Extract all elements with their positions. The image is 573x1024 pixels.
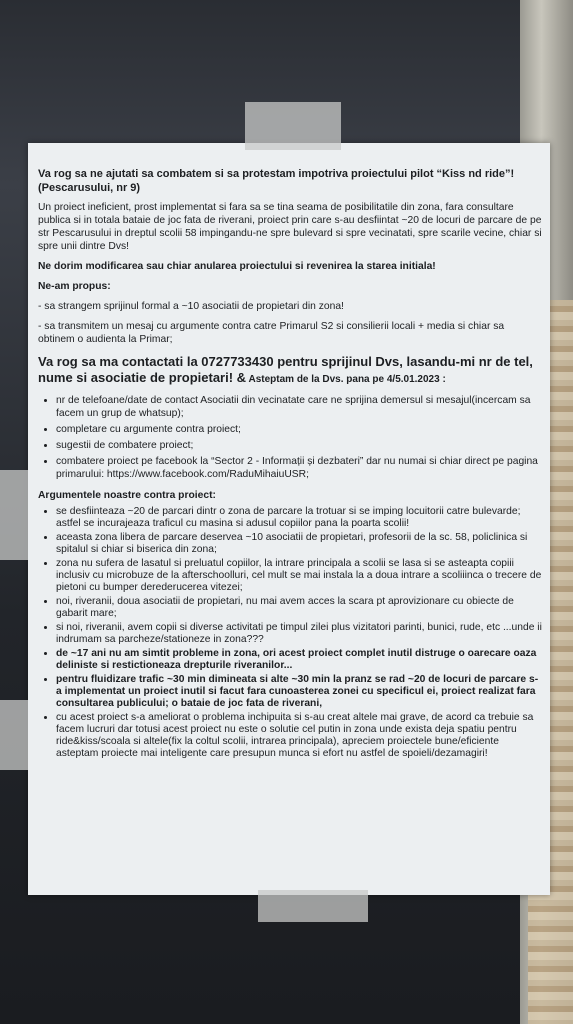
list-item: • se desfiinteaza ~20 de parcari dintr o zona de parcare la trotuar si se imping locuitorii catre bulevarde; astfel se incurajeaza traficul cu masina si adusul copiilor pana la poarta scolii! [56,506,543,530]
list-item: • noi, riveranii, doua asociatii de propietari, nu mai avem acces la scara pt aprovizionare cu obiecte de gabarit mare; [56,596,543,620]
contact-request [38,354,543,388]
notice-content [38,167,543,768]
requests-list [38,394,543,481]
list-item: • cu acest proiect s-a ameliorat o problema inchipuita si s-au creat altele mai grave, de acord ca trebuie sa facem lucruri dar totusi acest proiect nu este o solutie cel putin in zona unde exista deja spatiu pentru ride&kiss/scoala si altele(fix la coltul scolii, intrarea principala), apreciem proiectele bune/eficiente asteptam proiecte mai inteligente care presupun munca si efort nu astfel de spoieli/dezamagiri! [56,712,543,760]
printed-notice [28,143,550,895]
list-item: • combatere proiect pe facebook la “Sector 2 - Informații și dezbateri” dar nu numai si chiar direct pe pagina primarului: https://www.facebook.com/RaduMihaiuUSR; [56,455,543,481]
notice-intro: Un proiect ineficient, prost implementat si fara sa se tina seama de posibilitatile din zona, fara consultare publica si in totala bataie de joc fata de riverani, proiect prin care s-au desfiintat ~20 de locuri de parcare de pe str Pescarusului in dreptul scolii 58 impingandu-ne spre bulevard si spre vecinatati, spre scarile vecine, chiar si spre unii dintre Dvs! [38,202,542,252]
arguments-list [38,506,543,760]
list-item: • zona nu sufera de lasatul si preluatul copiilor, la intrare principala a scolii se lasa si se asteapta copiii inclusiv cu microbuze de la afterschoolluri, cel mult se mai instala la a doua intrare a scoliiinca o trecere de pietoni cu bumper derederucerea vitezei; [56,558,543,594]
proposal-heading: Ne-am propus: [38,281,111,292]
list-item: • completare cu argumente contra proiect; [56,423,543,436]
tape-strip [0,470,28,560]
proposal-item: - sa strangem sprijinul formal a ~10 asociatii de propietari din zona! [38,301,344,312]
contact-deadline: Asteptam de la Dvs. pana pe 4/5.01.2023 : [246,374,446,385]
list-item: • pentru fluidizare trafic ~30 min dimineata si alte ~30 min la pranz se rad ~20 de locuri de parcare s-a implementat un proiect inutil si facut fara cunoasterea zonei cu specificul ei, proiect realizat fara consultarea publicului; o bataie de joc fata de riverani, [56,674,543,710]
list-item: • nr de telefoane/date de contact Asociatii din vecinatate care ne sprijina demersul si mesajul(incercam sa facem un grup de whatsup); [56,394,543,420]
list-item: • de ~17 ani nu am simtit probleme in zona, ori acest proiect complet inutil distruge o oarecare oaza deliniste si restictioneaza drepturile riveranilor... [56,648,543,672]
proposal-item: - sa transmitem un mesaj cu argumente contra catre Primarul S2 si consilierii locali + media si chiar sa obtinem o audienta la Primar; [38,321,505,345]
notice-title: Va rog sa ne ajutati sa combatem si sa protestam impotriva proiectului pilot “Kiss nd ride”! (Pescarusului, nr 9) [38,168,515,194]
arguments-heading: Argumentele noastre contra proiect: [38,490,216,501]
list-item: • aceasta zona libera de parcare deservea ~10 asociatii de propietari, profesorii de la sc. 58, policlinica si spitalul si chiar si biserica din zona; [56,532,543,556]
contact-big-text: Va rog sa ma contactati la 0727733430 pentru sprijinul Dvs, lasandu-mi nr de tel, nume si asociatie de propietari! & [38,354,533,385]
list-item: • si noi, riveranii, avem copii si diverse activitati pe timpul zilei plus vizitatori parinti, bunici, rude, etc ...unde ii indrumam sa parcheze/stationeze in zona??? [56,622,543,646]
notice-demand: Ne dorim modificarea sau chiar anularea proiectului si revenirea la starea initiala! [38,261,436,272]
tape-strip [0,700,28,770]
tape-strip [245,102,341,150]
tape-strip [258,890,368,922]
list-item: • sugestii de combatere proiect; [56,439,543,452]
